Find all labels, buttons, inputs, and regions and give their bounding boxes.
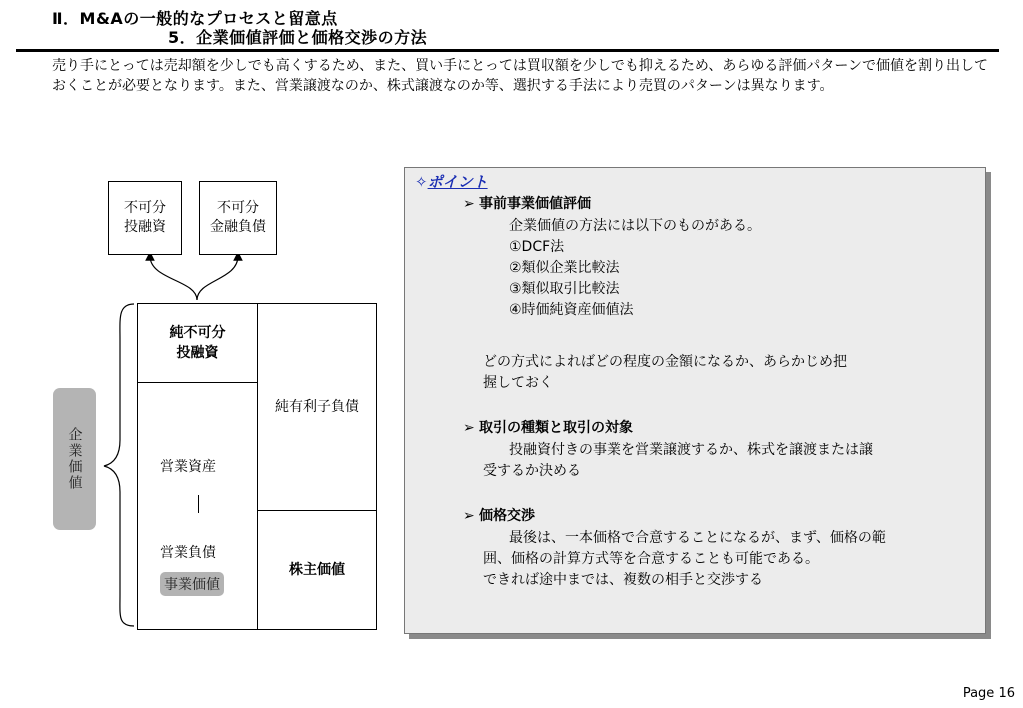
section-1-line: ②類似企業比較法 [509,260,620,276]
indivisible-investment-line1: 不可分 [124,200,166,216]
section-heading-1 [463,194,591,215]
shareholder-value-label: 株主価値 [289,562,345,578]
intro-paragraph: 売り手にとっては売却額を少しでも高くするため、また、買い手にとっては買収額を少しでも抑えるため、あらゆる評価パターンで価値を割り出しておくことが必要となります。また、営業譲渡なのか、株式譲渡なのか等、選択する手法により売買のパターンは異なります。 [52,58,989,94]
section-1-line: 握しておく [483,375,553,391]
net-indivisible-investment-cell [138,304,258,383]
arrow-to-right-box [197,256,238,300]
section-heading-1-text: 事前事業価値評価 [479,196,591,212]
section-heading-2-text: 取引の種類と取引の対象 [479,420,633,436]
bullet-arrow-icon: ➢ [463,420,475,436]
page-number [963,686,1015,701]
operating-separator [198,495,199,513]
bullet-arrow-icon: ➢ [463,196,475,212]
enterprise-value-tag [53,388,96,530]
section-1-line: ③類似取引比較法 [509,281,620,297]
section-heading-2 [463,418,633,439]
title-line-2: 5．企業価値評価と価格交渉の方法 [168,28,428,47]
enterprise-value-label: 企業価値 [66,427,83,491]
shareholder-value-cell [258,511,376,629]
net-indivisible-line1: 純不可分 [169,325,226,341]
indivisible-debt-box [199,181,277,255]
title-line-1: Ⅱ．M&Aの一般的なプロセスと留意点 [52,9,338,28]
points-title-text: ポイント [427,173,488,191]
arrow-to-left-box [150,256,197,300]
points-title [415,172,488,193]
net-indivisible-line2: 投融資 [176,345,219,361]
indivisible-debt-line1: 不可分 [217,200,259,216]
net-interest-debt-label: 純有利子負債 [275,399,359,415]
business-value-badge: 事業価値 [160,572,224,596]
bullet-arrow-icon: ➢ [463,508,475,524]
indivisible-investment-line2: 投融資 [124,219,166,235]
section-3-line: 最後は、一本価格で合意することになるが、まず、価格の範 [509,530,886,546]
section-3-line: できれば途中までは、複数の相手と交渉する [483,572,763,588]
enterprise-value-brace [104,304,134,626]
section-1-line: どの方式によればどの程度の金額になるか、あらかじめ把 [483,354,847,370]
section-heading-3-text: 価格交渉 [479,508,535,524]
indivisible-debt-line2: 金融負債 [210,219,266,235]
section-3-line: 囲、価格の計算方式等を合意することも可能である。 [483,551,819,567]
valuation-balance-table [137,303,377,630]
section-1-line: 企業価値の方法には以下のものがある。 [509,218,761,234]
section-1-line: ④時価純資産価値法 [509,302,634,318]
operating-liabilities-label: 営業負債 [160,545,216,561]
page-number-value: 16 [998,686,1015,701]
indivisible-investment-box [108,181,182,255]
net-interest-debt-cell [258,304,376,511]
section-2-line: 受するか決める [483,463,581,479]
points-panel [404,167,986,634]
section-2-line: 投融資付きの事業を営業譲渡するか、株式を譲渡または譲 [509,442,873,458]
page-label: Page [962,686,995,701]
sparkle-icon: ✧ [415,173,428,191]
operating-assets-label: 営業資産 [160,459,216,475]
section-heading-3 [463,506,535,527]
section-1-line: ①DCF法 [509,239,565,255]
